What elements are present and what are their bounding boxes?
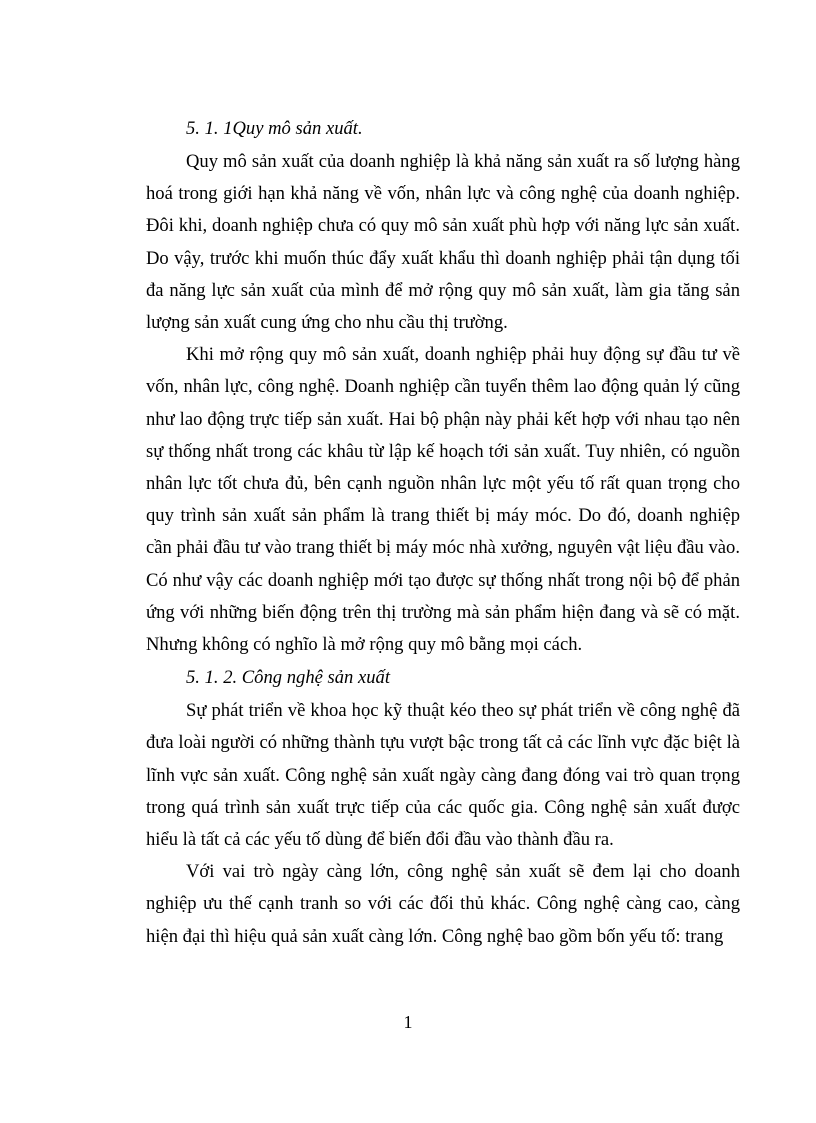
page-number: 1 xyxy=(403,1012,413,1032)
section-heading-production-technology: 5. 1. 2. Công nghệ sản xuất xyxy=(186,667,391,689)
paragraph: Khi mở rộng quy mô sản xuất, doanh nghiệp phải huy động sự đầu tư về vốn, nhân lực, công nghệ. Doanh nghiệp cần tuyển thêm lao động quản lý cũng như lao động trực tiếp sản xuất. Hai bộ phận này phải kết hợp với nhau tạo nên sự thống nhất trong các khâu từ lập kế hoạch tới sản xuất. Tuy nhiên, có nguồn nhân lực tốt chưa đủ, bên cạnh nguồn nhân lực một yếu tố rất quan trọng cho quy trình sản xuất sản phẩm là trang thiết bị máy móc. Do đó, doanh nghiệp cần phải đầu tư vào trang thiết bị máy móc nhà xưởng, nguyên vật liệu đầu vào. Có như vậy các doanh nghiệp mới tạo được sự thống nhất trong nội bộ để phản ứng với những biến động trên thị trường mà sản phẩm hiện đang và sẽ có mặt. Nhưng không có nghĩo là mở rộng quy mô bằng mọi cách. xyxy=(146,344,740,656)
paragraph: Quy mô sản xuất của doanh nghiệp là khả năng sản xuất ra số lượng hàng hoá trong giới hạn khả năng về vốn, nhân lực và công nghệ của doanh nghiệp. Đôi khi, doanh nghiệp chưa có quy mô sản xuất phù hợp với năng lực sản xuất. Do vậy, trước khi muốn thúc đẩy xuất khẩu thì doanh nghiệp phải tận dụng tối đa năng lực sản xuất của mình để mở rộng quy mô sản xuất, làm gia tăng sản lượng sản xuất cung ứng cho nhu cầu thị trường. xyxy=(146,151,740,334)
section-heading-production-scale: 5. 1. 1Quy mô sản xuất. xyxy=(186,118,363,139)
page-body xyxy=(146,112,740,953)
paragraph: Sự phát triển về khoa học kỹ thuật kéo theo sự phát triển về công nghệ đã đưa loài người có những thành tựu vượt bậc trong tất cả các lĩnh vực đặc biệt là lĩnh vực sản xuất. Công nghệ sản xuất ngày càng đang đóng vai trò quan trọng trong quá trình sản xuất trực tiếp của các quốc gia. Công nghệ sản xuất được hiểu là tất cả các yếu tố dùng để biến đổi đầu vào thành đầu ra. xyxy=(146,700,740,851)
paragraph: Với vai trò ngày càng lớn, công nghệ sản xuất sẽ đem lại cho doanh nghiệp ưu thế cạnh tranh so với các đối thủ khác. Công nghệ càng cao, càng hiện đại thì hiệu quả sản xuất càng lớn. Công nghệ bao gồm bốn yếu tố: trang xyxy=(146,861,740,947)
